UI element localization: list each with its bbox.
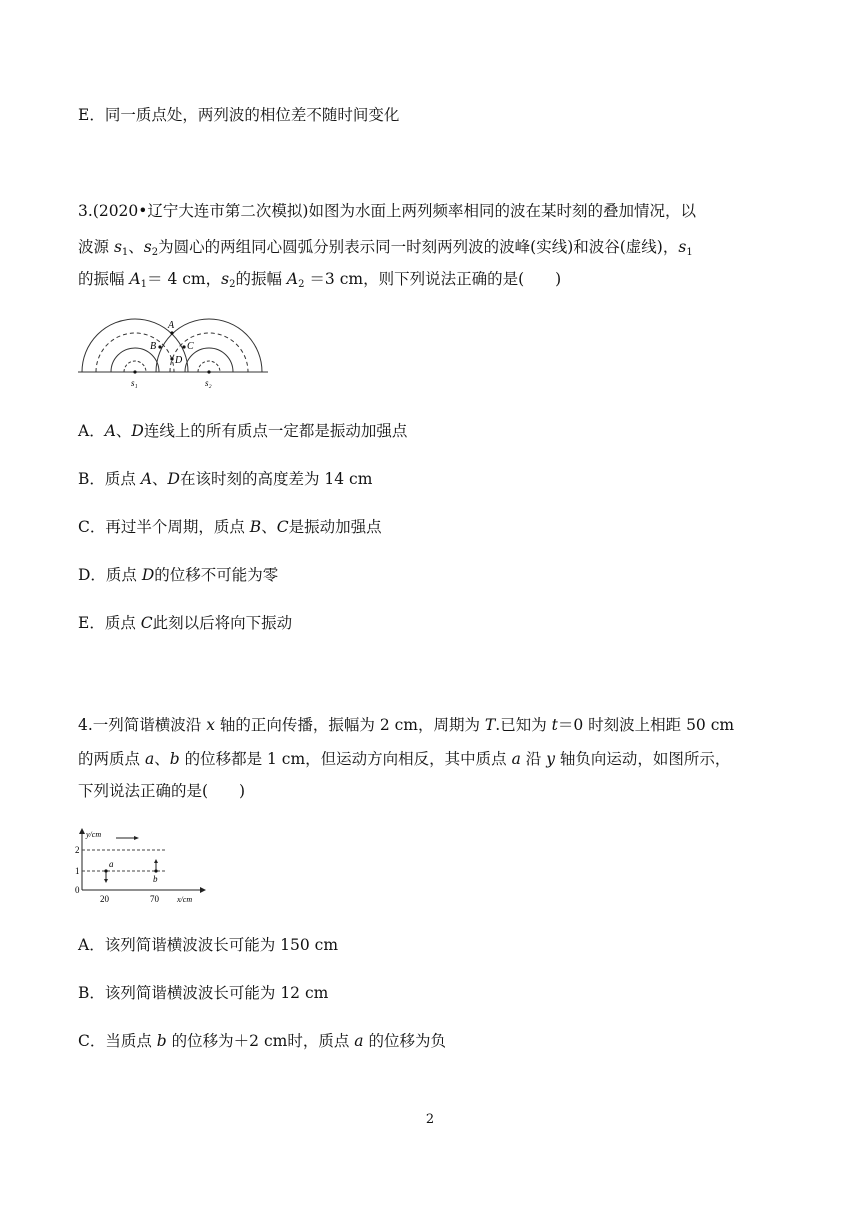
q3-option-d: D．质点 D的位移不可能为零 [78, 566, 279, 584]
x-tick-70: 70 [150, 894, 159, 904]
label-c: C [187, 341, 194, 352]
x-tick-20: 20 [100, 894, 109, 904]
q2-option-e: E．同一质点处，两列波的相位差不随时间变化 [78, 106, 400, 124]
point-a-down-arrow [104, 879, 108, 883]
point-b-label: b [153, 874, 158, 884]
q3-option-c: C．再过半个周期，质点 B、C是振动加强点 [78, 518, 382, 536]
q3-stem-line2: 波源 $s_1$、$s_2$为圆心的两组同心圆弧分别表示同一时刻两列波的波峰(实线)和波谷(虚线)，$s_1$ [78, 238, 693, 258]
page-number: 2 [425, 1112, 435, 1127]
label-s2: s₂ [205, 378, 212, 388]
q3-stem-line3: 的振幅 $A_1= 4$ cm，$s_2$的振幅 $A_2 =3$ cm，则下列说法正确的是( ) [78, 270, 562, 290]
label-d: D [175, 355, 183, 366]
label-s1: s₁ [131, 378, 138, 388]
source-s2-dot [207, 370, 210, 373]
y-tick-1: 1 [75, 866, 80, 876]
point-a-label: a [109, 859, 114, 869]
q4-stem-line1: 4.一列简谐横波沿 x 轴的正向传播，振幅为 2 cm，周期为 T.已知为 t＝0 时刻波上相距 50 cm [78, 716, 735, 734]
label-b: B [150, 341, 157, 352]
q3-option-b: B．质点 A、D在该时刻的高度差为 14 cm [78, 470, 373, 488]
y-axis-label: y/cm [86, 830, 102, 839]
point-d-dot [170, 357, 173, 360]
q3-stem-line1: 3.(2020•辽宁大连市第二次模拟)如图为水面上两列频率相同的波在某时刻的叠加情况，以 [78, 202, 696, 220]
q4-stem-line3: 下列说法正确的是( ) [78, 782, 246, 800]
q4-option-c: C．当质点 b 的位移为＋2 cm时，质点 a 的位移为负 [78, 1032, 446, 1050]
q4-option-b: B．该列简谐横波波长可能为 12 cm [78, 984, 329, 1002]
q4-wave-figure [72, 826, 212, 906]
point-b-dot [158, 345, 161, 348]
q4-stem-line2: 的两质点 a、b 的位移都是 1 cm，但运动方向相反，其中质点 a 沿 y 轴负向运动，如图所示， [78, 750, 731, 768]
point-c-dot [182, 345, 185, 348]
q4-option-a: A．该列简谐横波波长可能为 150 cm [78, 936, 339, 954]
q3-wave-interference-figure [78, 312, 268, 392]
x-axis-label: x/cm [177, 895, 193, 904]
label-a: A [168, 320, 175, 331]
q3-option-e: E．质点 C此刻以后将向下振动 [78, 614, 293, 632]
point-a-dot [170, 331, 173, 334]
y-tick-0: 0 [75, 885, 80, 895]
y-tick-2: 2 [75, 845, 80, 855]
point-b-up-arrow [154, 859, 158, 863]
q3-option-a: A．A、D连线上的所有质点一定都是振动加强点 [78, 422, 408, 440]
source-s1-dot [133, 370, 136, 373]
